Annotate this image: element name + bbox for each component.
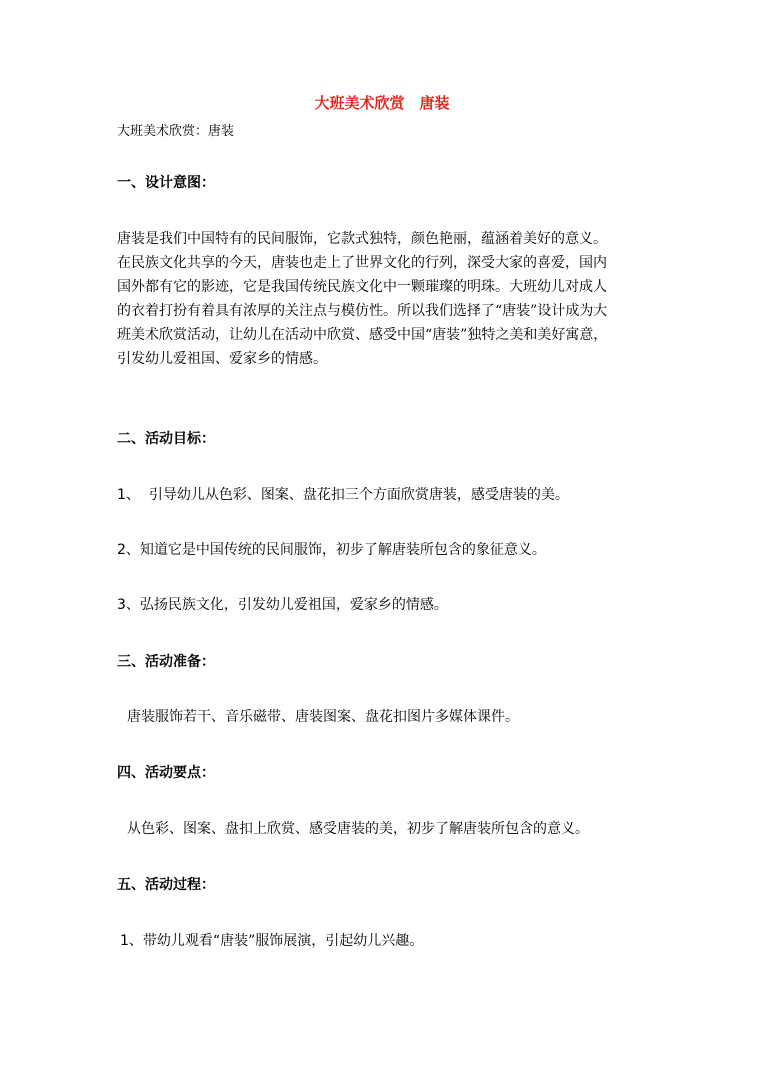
goal-text: 引导幼儿从色彩、图案、盘花扣三个方面欣赏唐装，感受唐装的美。	[139, 487, 569, 503]
heading-design-intent: 一、设计意图：	[117, 175, 215, 191]
process-number: 1	[120, 933, 129, 949]
goal-item-2	[117, 539, 546, 559]
goal-number: 1、	[117, 487, 140, 503]
goal-number: 2	[117, 542, 126, 558]
key-points-text: 从色彩、图案、盘扣上欣赏、感受唐装的美，初步了解唐装所包含的意义。	[127, 821, 589, 837]
goal-item-1	[117, 484, 569, 504]
heading-preparation: 三、活动准备：	[117, 654, 215, 670]
document-title: 大班美术欣赏 唐装	[314, 94, 450, 112]
goal-number: 3	[117, 597, 126, 613]
paragraph-line: 唐装是我们中国特有的民间服饰，它款式独特，颜色艳丽，蕴涵着美好的意义。	[117, 231, 607, 247]
paragraph-line: 国外都有它的影迹，它是我国传统民族文化中一颗璀璨的明珠。大班幼儿对成人	[117, 279, 607, 295]
heading-goals: 二、活动目标：	[117, 431, 215, 447]
goal-item-3	[117, 594, 448, 614]
document-subtitle: 大班美术欣赏：唐装	[117, 124, 235, 139]
heading-key-points: 四、活动要点：	[117, 765, 215, 781]
process-item-1	[120, 930, 423, 950]
paragraph-line: 的衣着打扮有着具有浓厚的关注点与模仿性。所以我们选择了“唐装”设计成为大	[117, 303, 608, 319]
paragraph-line: 引发幼儿爱祖国、爱家乡的情感。	[117, 351, 327, 367]
paragraph-design-intent	[117, 227, 649, 371]
goal-text: 、知道它是中国传统的民间服饰，初步了解唐装所包含的象征意义。	[125, 542, 546, 558]
paragraph-line: 在民族文化共享的今天，唐装也走上了世界文化的行列，深受大家的喜爱，国内	[117, 255, 607, 271]
preparation-text: 唐装服饰若干、音乐磁带、唐装图案、盘花扣图片多媒体课件。	[127, 709, 519, 725]
process-text: 、带幼儿观看“唐装”服饰展演，引起幼儿兴趣。	[128, 933, 424, 949]
paragraph-line: 班美术欣赏活动，让幼儿在活动中欣赏、感受中国“唐装”独特之美和美好寓意，	[117, 327, 608, 343]
heading-process: 五、活动过程：	[117, 877, 215, 893]
goal-text: 、弘扬民族文化，引发幼儿爱祖国，爱家乡的情感。	[125, 597, 448, 613]
